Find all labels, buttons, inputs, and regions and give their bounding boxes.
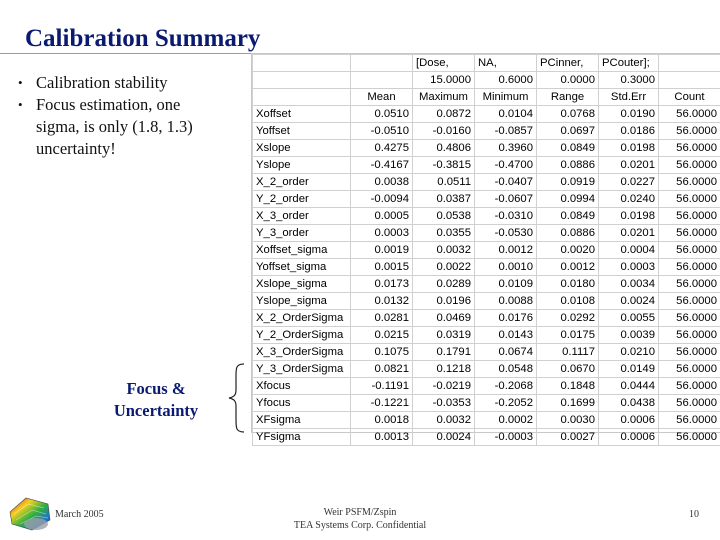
table-cell: XFsigma	[253, 412, 351, 429]
table-cell: 0.0006	[599, 412, 659, 429]
table-row	[253, 140, 720, 157]
curly-brace-icon	[226, 362, 248, 434]
table-cell: 0.0198	[599, 140, 659, 157]
table-row	[253, 191, 720, 208]
table-cell: Yfocus	[253, 395, 351, 412]
table-cell: 0.0032	[413, 242, 475, 259]
table-cell: 0.0005	[351, 208, 413, 225]
table-cell: X_3_OrderSigma	[253, 344, 351, 361]
table-cell: Maximum	[413, 89, 475, 106]
table-cell: 0.0000	[537, 72, 599, 89]
table-cell: 0.0292	[537, 310, 599, 327]
bullet-list	[18, 72, 228, 160]
table-cell: 56.0000	[659, 106, 720, 123]
table-cell: X_2_order	[253, 174, 351, 191]
table-cell	[659, 72, 720, 89]
table-cell: 0.0013	[351, 429, 413, 446]
table-cell: -0.0607	[475, 191, 537, 208]
table-row	[253, 429, 720, 446]
table-cell: Yslope	[253, 157, 351, 174]
table-cell: 0.0024	[599, 293, 659, 310]
table-cell	[351, 55, 413, 72]
table-cell: Xoffset_sigma	[253, 242, 351, 259]
bullet-item	[18, 94, 228, 160]
table-cell	[659, 55, 720, 72]
table-cell: 0.0024	[413, 429, 475, 446]
table-cell: 0.0012	[537, 259, 599, 276]
table-row	[253, 327, 720, 344]
table-cell: 56.0000	[659, 140, 720, 157]
table-cell: 56.0000	[659, 191, 720, 208]
table-cell: 0.0088	[475, 293, 537, 310]
table-row	[253, 344, 720, 361]
table-cell: 0.0176	[475, 310, 537, 327]
table-cell: 0.0821	[351, 361, 413, 378]
table-cell: Y_2_order	[253, 191, 351, 208]
table-cell: 56.0000	[659, 276, 720, 293]
table-cell: 0.0849	[537, 208, 599, 225]
table-cell: 56.0000	[659, 412, 720, 429]
table-cell: 0.0055	[599, 310, 659, 327]
table-cell: 0.6000	[475, 72, 537, 89]
focus-label-line: Uncertainty	[113, 401, 199, 420]
table-cell: -0.0094	[351, 191, 413, 208]
table-cell: 0.0175	[537, 327, 599, 344]
table-cell: 0.0240	[599, 191, 659, 208]
table-cell: 0.4806	[413, 140, 475, 157]
table-cell: 0.0039	[599, 327, 659, 344]
focus-label-line: Focus &	[126, 379, 186, 398]
table-header-row	[253, 89, 720, 106]
table-cell: Std.Err	[599, 89, 659, 106]
table-cell: -0.0407	[475, 174, 537, 191]
calibration-table	[251, 53, 720, 443]
table-cell: 0.0003	[599, 259, 659, 276]
table-cell: 0.0006	[599, 429, 659, 446]
table-cell: -0.0310	[475, 208, 537, 225]
table-cell: -0.2068	[475, 378, 537, 395]
table-cell: Yslope_sigma	[253, 293, 351, 310]
table-cell: Count	[659, 89, 720, 106]
table-cell: 0.3000	[599, 72, 659, 89]
table-cell: 0.1848	[537, 378, 599, 395]
table-cell: 0.0109	[475, 276, 537, 293]
table-cell: Xslope	[253, 140, 351, 157]
table-cell: 56.0000	[659, 157, 720, 174]
bullet-dot-icon: •	[18, 75, 23, 90]
table-cell: 0.0438	[599, 395, 659, 412]
table-cell: 0.0919	[537, 174, 599, 191]
table-cell: 0.0003	[351, 225, 413, 242]
table-cell: PCinner,	[537, 55, 599, 72]
table-cell: 56.0000	[659, 242, 720, 259]
table-cell: 56.0000	[659, 361, 720, 378]
table-cell: 0.0004	[599, 242, 659, 259]
table-cell: NA,	[475, 55, 537, 72]
table-row	[253, 123, 720, 140]
table-cell: -0.4700	[475, 157, 537, 174]
table-cell: 0.3960	[475, 140, 537, 157]
table-cell	[351, 72, 413, 89]
table-cell: 0.0994	[537, 191, 599, 208]
table-cell: 0.0022	[413, 259, 475, 276]
table-cell: PCouter];	[599, 55, 659, 72]
table-cell: 0.0215	[351, 327, 413, 344]
table-row	[253, 412, 720, 429]
table-cell: 0.0190	[599, 106, 659, 123]
table-cell: 0.0132	[351, 293, 413, 310]
table-cell: 0.0019	[351, 242, 413, 259]
table-cell: 0.1699	[537, 395, 599, 412]
table-row	[253, 242, 720, 259]
table-cell: [Dose,	[413, 55, 475, 72]
table-cell: Xoffset	[253, 106, 351, 123]
table-cell: 56.0000	[659, 293, 720, 310]
table-cell: 0.0319	[413, 327, 475, 344]
table-cell: -0.2052	[475, 395, 537, 412]
table-cell: 0.0281	[351, 310, 413, 327]
table-cell: 56.0000	[659, 123, 720, 140]
table-cell: -0.0219	[413, 378, 475, 395]
table-param-row	[253, 55, 720, 72]
bullet-item	[18, 72, 228, 94]
table-cell: Y_2_OrderSigma	[253, 327, 351, 344]
table-cell: 0.0149	[599, 361, 659, 378]
table-cell: 0.0697	[537, 123, 599, 140]
table-cell: 0.0210	[599, 344, 659, 361]
footer-date: March 2005	[55, 509, 104, 520]
table-cell: 0.0018	[351, 412, 413, 429]
table-row	[253, 293, 720, 310]
table-cell: 0.0670	[537, 361, 599, 378]
table-cell: 0.0510	[351, 106, 413, 123]
table-cell	[253, 89, 351, 106]
table-param-values-row	[253, 72, 720, 89]
table-cell: -0.3815	[413, 157, 475, 174]
table-cell: 0.1218	[413, 361, 475, 378]
rainbow-surface-icon	[6, 490, 54, 532]
table-cell: Xslope_sigma	[253, 276, 351, 293]
table-row	[253, 225, 720, 242]
table-cell: 0.0173	[351, 276, 413, 293]
table-row	[253, 310, 720, 327]
table-cell: Mean	[351, 89, 413, 106]
table-row	[253, 395, 720, 412]
table-cell: -0.0003	[475, 429, 537, 446]
table-cell: 0.0387	[413, 191, 475, 208]
table-cell: 0.0104	[475, 106, 537, 123]
table-cell: 0.0511	[413, 174, 475, 191]
table-cell	[253, 72, 351, 89]
table-cell: 0.0355	[413, 225, 475, 242]
footer-center	[260, 506, 460, 532]
table-cell: -0.4167	[351, 157, 413, 174]
table-cell: 0.0849	[537, 140, 599, 157]
table-cell: 0.0886	[537, 157, 599, 174]
page-number: 10	[689, 509, 699, 520]
table-cell: 0.0538	[413, 208, 475, 225]
table-cell: Y_3_OrderSigma	[253, 361, 351, 378]
table-cell: 0.0030	[537, 412, 599, 429]
table-cell: 0.0201	[599, 225, 659, 242]
table-cell: 0.0027	[537, 429, 599, 446]
table-cell: 0.0034	[599, 276, 659, 293]
table-cell: -0.0857	[475, 123, 537, 140]
table-cell: 56.0000	[659, 225, 720, 242]
table-cell: 0.0768	[537, 106, 599, 123]
table-row	[253, 259, 720, 276]
table-row	[253, 361, 720, 378]
table-cell: -0.1191	[351, 378, 413, 395]
table-cell: Xfocus	[253, 378, 351, 395]
table-cell: 56.0000	[659, 378, 720, 395]
table-cell: 0.1117	[537, 344, 599, 361]
table-cell: 0.4275	[351, 140, 413, 157]
table-cell: 56.0000	[659, 310, 720, 327]
table-row	[253, 378, 720, 395]
table-cell: X_3_order	[253, 208, 351, 225]
table-cell: 0.0108	[537, 293, 599, 310]
table-cell: 0.0002	[475, 412, 537, 429]
table-cell: X_2_OrderSigma	[253, 310, 351, 327]
page-title: Calibration Summary	[25, 25, 261, 52]
table-cell: 0.0196	[413, 293, 475, 310]
table-cell: 0.1075	[351, 344, 413, 361]
table-row	[253, 276, 720, 293]
table-cell: 0.0012	[475, 242, 537, 259]
table-cell: -0.0530	[475, 225, 537, 242]
table-cell: 0.0198	[599, 208, 659, 225]
table-cell: 0.0020	[537, 242, 599, 259]
table-cell: 0.0201	[599, 157, 659, 174]
bullet-text: Calibration stability	[36, 73, 168, 92]
table-row	[253, 208, 720, 225]
table-cell: 56.0000	[659, 208, 720, 225]
table-cell: 0.0674	[475, 344, 537, 361]
table-cell: 0.0469	[413, 310, 475, 327]
table-cell: 0.0548	[475, 361, 537, 378]
table-cell: 0.0186	[599, 123, 659, 140]
table-cell: 0.0227	[599, 174, 659, 191]
table-cell: Minimum	[475, 89, 537, 106]
table-row	[253, 174, 720, 191]
table-cell: 0.0010	[475, 259, 537, 276]
table-cell: 0.0444	[599, 378, 659, 395]
table-cell: -0.0160	[413, 123, 475, 140]
table-cell: -0.0353	[413, 395, 475, 412]
table-cell: 0.1791	[413, 344, 475, 361]
table-row	[253, 157, 720, 174]
table-cell: 0.0038	[351, 174, 413, 191]
table-cell: -0.1221	[351, 395, 413, 412]
table-cell: 0.0289	[413, 276, 475, 293]
table-cell: Yoffset_sigma	[253, 259, 351, 276]
footer-confidential: TEA Systems Corp. Confidential	[293, 520, 427, 531]
table-cell	[253, 55, 351, 72]
table-cell: YFsigma	[253, 429, 351, 446]
table-cell: 0.0015	[351, 259, 413, 276]
table-cell: 0.0886	[537, 225, 599, 242]
table-cell: 56.0000	[659, 344, 720, 361]
table-cell: Y_3_order	[253, 225, 351, 242]
table-row	[253, 106, 720, 123]
footer-author: Weir PSFM/Zspin	[323, 507, 397, 518]
table-cell: 0.0032	[413, 412, 475, 429]
table-cell: 15.0000	[413, 72, 475, 89]
table-cell: 0.0872	[413, 106, 475, 123]
bullet-dot-icon: •	[18, 97, 23, 112]
table-cell: 56.0000	[659, 327, 720, 344]
table-cell: 56.0000	[659, 395, 720, 412]
table-cell: Range	[537, 89, 599, 106]
table-cell: 0.0143	[475, 327, 537, 344]
table-cell: 56.0000	[659, 429, 720, 446]
table-cell: -0.0510	[351, 123, 413, 140]
bullet-text: Focus estimation, one sigma, is only (1.8, 1.3) uncertainty!	[36, 95, 193, 158]
table-cell: Yoffset	[253, 123, 351, 140]
table-cell: 56.0000	[659, 174, 720, 191]
table-cell: 56.0000	[659, 259, 720, 276]
table-cell: 0.0180	[537, 276, 599, 293]
focus-uncertainty-label	[100, 378, 212, 422]
